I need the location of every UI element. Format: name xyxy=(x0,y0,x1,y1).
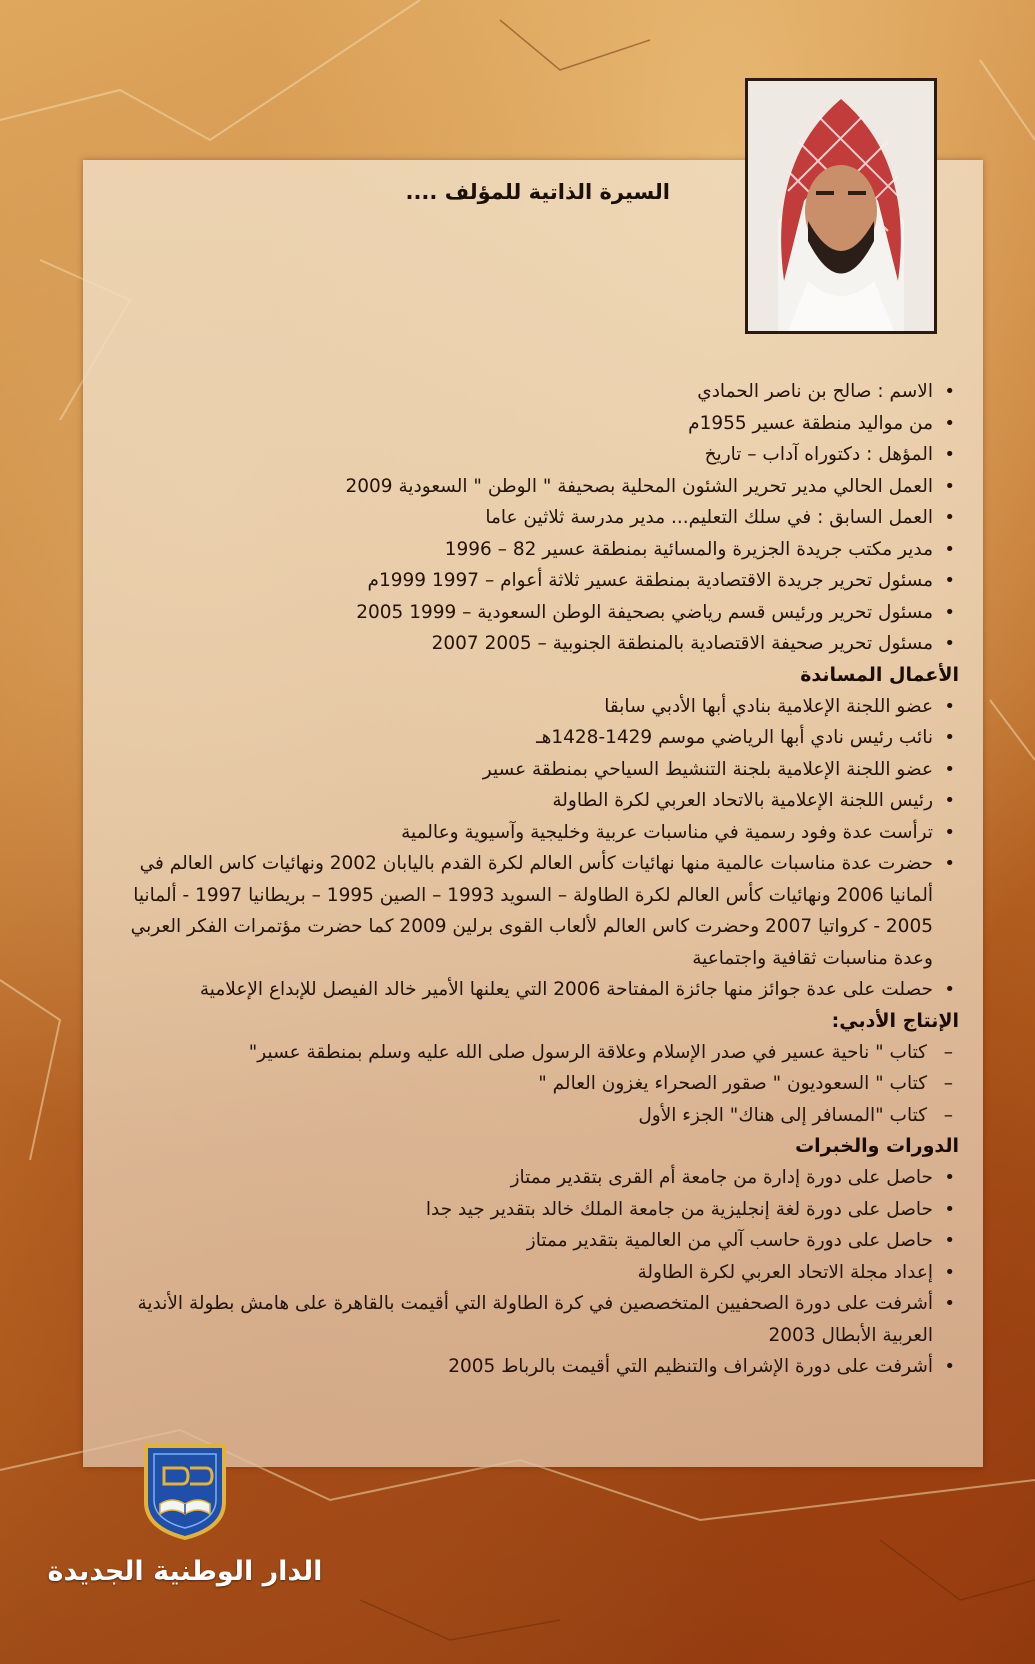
literary-list xyxy=(118,1037,961,1132)
publisher-logo-icon xyxy=(142,1440,228,1540)
bio-content xyxy=(118,376,961,1383)
author-photo xyxy=(745,78,937,334)
list-item: • حضرت عدة مناسبات عالمية منها نهائيات كأس العالم لكرة القدم باليابان 2002 ونهائيات كاس العالم في ألمانيا 2006 ونهائيات كأس العالم لكرة الطاولة – السويد 1993 – الصين 1995 – بريطانيا 1997 - ألمانيا 2005 - كرواتيا 2007 وحضرت كاس العالم لألعاب القوى برلين 2009 كما حضرت مؤتمرات الفكر العربي وعدة مناسبات ثقافية واجتماعية xyxy=(118,848,961,974)
list-item: • حاصل على دورة حاسب آلي من العالمية بتقدير ممتاز xyxy=(118,1225,961,1257)
list-item: • أشرفت على دورة الإشراف والتنظيم التي أقيمت بالرباط 2005 xyxy=(118,1351,961,1383)
section-heading-courses: الدورات والخبرات xyxy=(795,1135,959,1157)
list-item: • من مواليد منطقة عسير 1955م xyxy=(118,408,961,440)
list-item: • حاصل على دورة إدارة من جامعة أم القرى بتقدير ممتاز xyxy=(118,1162,961,1194)
courses-list xyxy=(118,1162,961,1383)
list-item: • مسئول تحرير جريدة الاقتصادية بمنطقة عسير ثلاثة أعوام – 1997 1999م xyxy=(118,565,961,597)
list-item: • العمل السابق : في سلك التعليم... مدير مدرسة ثلاثين عاما xyxy=(118,502,961,534)
list-item: • نائب رئيس نادي أبها الرياضي موسم 1429-1428هـ xyxy=(118,722,961,754)
publisher-name: الدار الوطنية الجديدة xyxy=(47,1556,323,1587)
list-item: • حصلت على عدة جوائز منها جائزة المفتاحة 2006 التي يعلنها الأمير خالد الفيصل للإبداع الإعلامية xyxy=(118,974,961,1006)
list-item: • المؤهل : دكتوراه آداب – تاريخ xyxy=(118,439,961,471)
list-item: • مسئول تحرير ورئيس قسم رياضي بصحيفة الوطن السعودية – 1999 2005 xyxy=(118,597,961,629)
bio-list xyxy=(118,376,961,660)
list-item: • عضو اللجنة الإعلامية بنادي أبها الأدبي سابقا xyxy=(118,691,961,723)
list-item: • مسئول تحرير صحيفة الاقتصادية بالمنطقة الجنوبية – 2005 2007 xyxy=(118,628,961,660)
section-heading-literary: الإنتاج الأدبي: xyxy=(831,1009,959,1032)
support-list xyxy=(118,691,961,1006)
page-title: السيرة الذاتية للمؤلف .... xyxy=(405,180,670,204)
list-item: • عضو اللجنة الإعلامية بلجنة التنشيط السياحي بمنطقة عسير xyxy=(118,754,961,786)
list-item: • حاصل على دورة لغة إنجليزية من جامعة الملك خالد بتقدير جيد جدا xyxy=(118,1194,961,1226)
list-item: • مدير مكتب جريدة الجزيرة والمسائية بمنطقة عسير 82 – 1996 xyxy=(118,534,961,566)
list-item: • العمل الحالي مدير تحرير الشئون المحلية بصحيفة " الوطن " السعودية 2009 xyxy=(118,471,961,503)
list-item: – كتاب "المسافر إلى هناك" الجزء الأول xyxy=(118,1100,961,1132)
list-item: • إعداد مجلة الاتحاد العربي لكرة الطاولة xyxy=(118,1257,961,1289)
list-item: • أشرفت على دورة الصحفيين المتخصصين في كرة الطاولة التي أقيمت بالقاهرة على هامش بطولة الأندية العربية الأبطال 2003 xyxy=(118,1288,961,1351)
list-item: • الاسم : صالح بن ناصر الحمادي xyxy=(118,376,961,408)
list-item: • ترأست عدة وفود رسمية في مناسبات عربية وخليجية وآسيوية وعالمية xyxy=(118,817,961,849)
section-heading-support: الأعمال المساندة xyxy=(800,663,959,686)
list-item: • رئيس اللجنة الإعلامية بالاتحاد العربي لكرة الطاولة xyxy=(118,785,961,817)
list-item: – كتاب " السعوديون " صقور الصحراء يغزون العالم " xyxy=(118,1068,961,1100)
list-item: – كتاب " ناحية عسير في صدر الإسلام وعلاقة الرسول صلى الله عليه وسلم بمنطقة عسير" xyxy=(118,1037,961,1069)
